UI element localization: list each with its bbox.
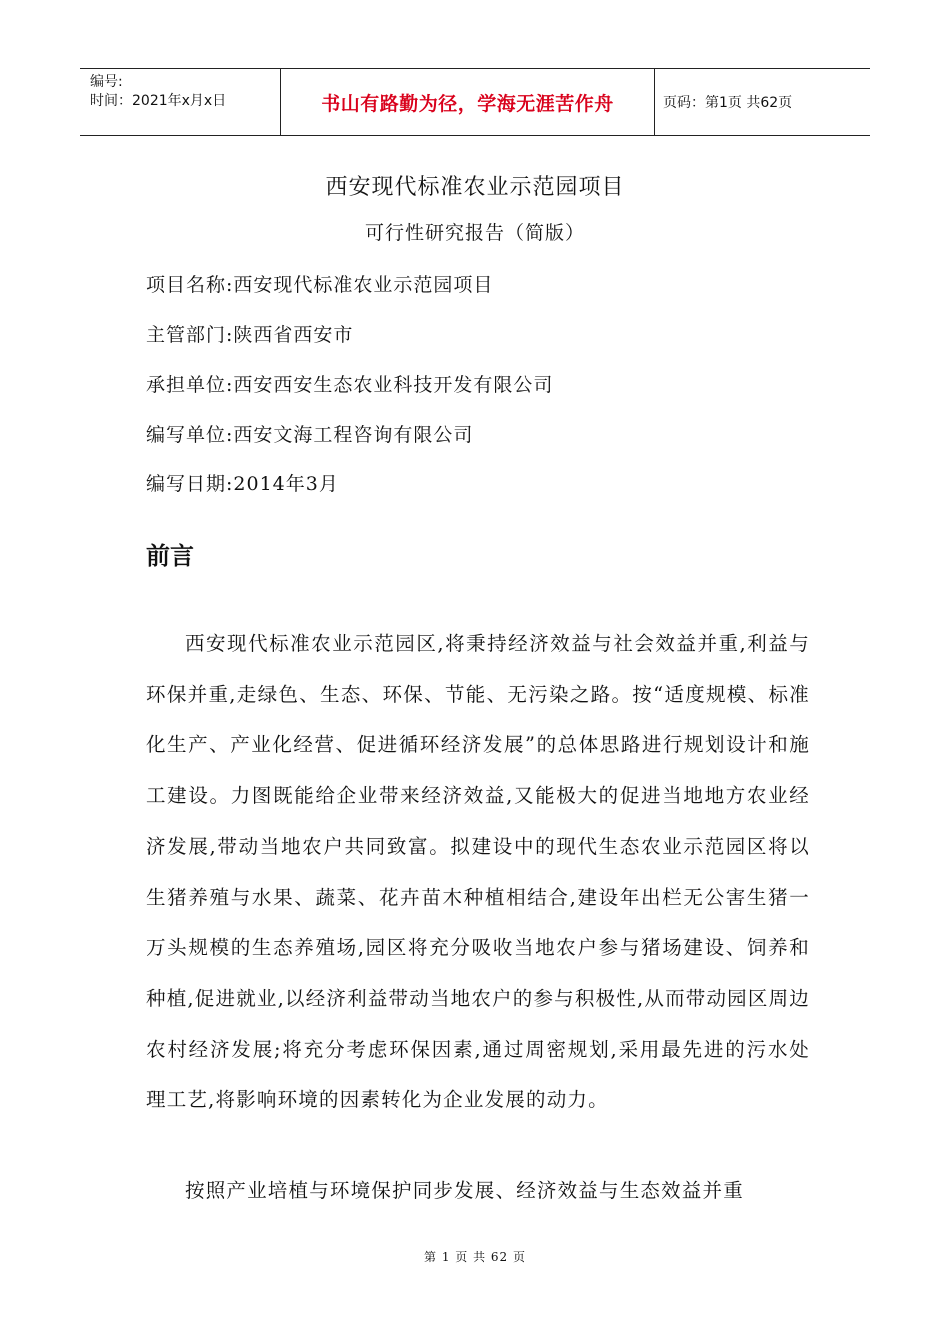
header-motto: 书山有路勤为径，学海无涯苦作舟 [281, 69, 655, 135]
info-writer: 编写单位:西安文海工程咨询有限公司 [146, 424, 474, 446]
info-undertaker: 承担单位:西安西安生态农业科技开发有限公司 [146, 374, 554, 396]
number-label: 编号: [90, 74, 123, 90]
document-subtitle: 可行性研究报告（简版） [364, 222, 585, 244]
info-project-name: 项目名称:西安现代标准农业示范园项目 [146, 274, 494, 296]
info-date: 编写日期:2014年3月 [146, 473, 339, 495]
paragraph-2: 按照产业培植与环境保护同步发展、经济效益与生态效益并重 [185, 1179, 744, 1202]
document-header [80, 68, 870, 136]
header-page-info: 页码：第1页 共62页 [663, 95, 793, 111]
header-meta [80, 69, 281, 135]
document-title: 西安现代标准农业示范园项目 [325, 175, 625, 200]
paragraph-1: 西安现代标准农业示范园区,将秉持经济效益与社会效益并重,利益与环保并重,走绿色、生态、环保、节能、无污染之路。按“适度规模、标准化生产、产业化经营、促进循环经济发展”的总体思路进行规划设计和施工建设。力图既能给企业带来经济效益,又能极大的促进当地地方农业经济发展,带动当地农户共同致富。拟建设中的现代生态农业示范园区将以生猪养殖与水果、蔬菜、花卉苗木种植相结合,建设年出栏无公害生猪一万头规模的生态养殖场,园区将充分吸收当地农户参与猪场建设、饲养和种植,促进就业,以经济利益带动当地农户的参与积极性,从而带动园区周边农村经济发展;将充分考虑环保因素,通过周密规划,采用最先进的污水处理工艺,将影响环境的因素转化为企业发展的动力。 [146, 632, 810, 1112]
section-heading: 前言 [146, 542, 194, 570]
page-footer: 第 1 页 共 62 页 [424, 1250, 526, 1264]
time-label: 时间：2021年x月x日 [90, 93, 227, 109]
info-department: 主管部门:陕西省西安市 [146, 324, 354, 346]
